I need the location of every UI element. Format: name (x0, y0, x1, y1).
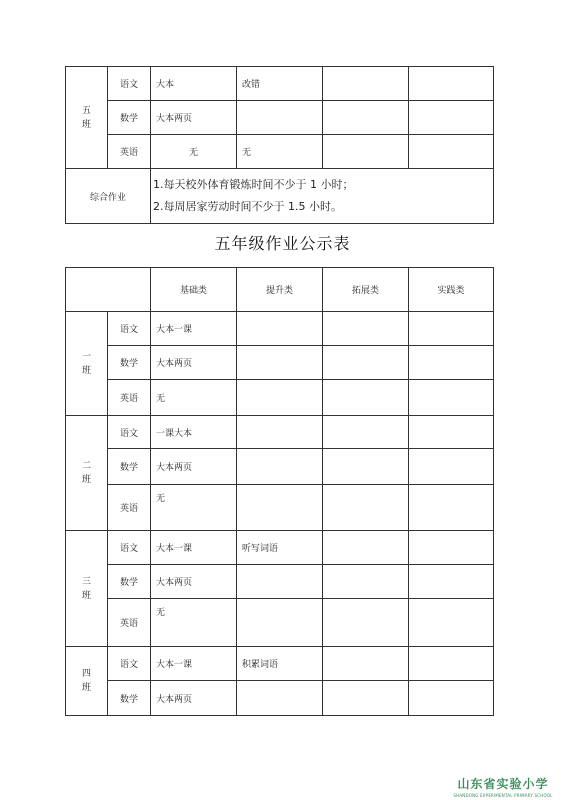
subject-cell: 语文 (108, 416, 151, 449)
subject-cell: 数学 (108, 565, 151, 599)
subject-cell: 语文 (108, 312, 151, 346)
extend-homework-cell (323, 346, 409, 380)
homework-table (65, 267, 494, 716)
basic-homework-cell: 大本一课 (151, 531, 237, 565)
extend-homework-cell (323, 449, 409, 485)
class-label-four: 四 班 (66, 647, 108, 716)
practice-homework-cell (409, 346, 494, 380)
improve-homework-cell (237, 312, 323, 346)
class-label-two: 二 班 (66, 416, 108, 531)
header-blank (66, 268, 151, 312)
subject-cell: 数学 (108, 681, 151, 716)
improve-homework-cell (237, 101, 323, 135)
practice-homework-cell (409, 599, 494, 647)
extend-homework-cell (323, 531, 409, 565)
practice-homework-cell (409, 312, 494, 346)
class-label-one: 一 班 (66, 312, 108, 416)
subject-cell: 语文 (108, 531, 151, 565)
improve-homework-cell (237, 485, 323, 531)
extend-homework-cell (323, 485, 409, 531)
header-improve: 提升类 (237, 268, 323, 312)
improve-homework-cell: 听写词语 (237, 531, 323, 565)
improve-homework-cell (237, 380, 323, 416)
practice-homework-cell (409, 565, 494, 599)
extend-homework-cell (323, 565, 409, 599)
basic-homework-cell: 大本两页 (151, 101, 237, 135)
subject-cell: 数学 (108, 449, 151, 485)
extend-homework-cell (323, 135, 409, 169)
basic-homework-cell: 无 (151, 380, 237, 416)
basic-homework-cell: 无 (151, 485, 237, 531)
practice-homework-cell (409, 681, 494, 716)
subject-cell: 英语 (108, 135, 151, 169)
subject-cell: 数学 (108, 101, 151, 135)
header-basic: 基础类 (151, 268, 237, 312)
basic-homework-cell: 一课大本 (151, 416, 237, 449)
class-label-five: 五 班 (66, 67, 108, 169)
improve-homework-cell (237, 346, 323, 380)
extend-homework-cell (323, 101, 409, 135)
extend-homework-cell (323, 681, 409, 716)
header-extend: 拓展类 (323, 268, 409, 312)
improve-homework-cell: 积累词语 (237, 647, 323, 681)
extend-homework-cell (323, 647, 409, 681)
extend-homework-cell (323, 599, 409, 647)
improve-homework-cell (237, 416, 323, 449)
improve-homework-cell: 改错 (237, 67, 323, 101)
basic-homework-cell: 大本两页 (151, 565, 237, 599)
extend-homework-cell (323, 416, 409, 449)
basic-homework-cell: 大本两页 (151, 449, 237, 485)
comprehensive-line: 1.每天校外体育锻炼时间不少于 1 小时； (153, 178, 354, 191)
practice-homework-cell (409, 380, 494, 416)
practice-homework-cell (409, 449, 494, 485)
practice-homework-cell (409, 67, 494, 101)
subject-cell: 英语 (108, 380, 151, 416)
basic-homework-cell: 大本 (151, 67, 237, 101)
basic-homework-cell: 大本两页 (151, 681, 237, 716)
comprehensive-label: 综合作业 (66, 169, 151, 224)
practice-homework-cell (409, 416, 494, 449)
basic-homework-cell: 大本两页 (151, 346, 237, 380)
improve-homework-cell (237, 565, 323, 599)
school-name-cn: 山东省实验小学 (457, 777, 549, 791)
improve-homework-cell (237, 681, 323, 716)
practice-homework-cell (409, 101, 494, 135)
page-title: 五年级作业公示表 (214, 234, 351, 253)
subject-cell: 英语 (108, 485, 151, 531)
practice-homework-cell (409, 485, 494, 531)
school-logo (453, 775, 553, 798)
practice-homework-cell (409, 531, 494, 565)
improve-homework-cell (237, 449, 323, 485)
class-five-table (65, 66, 494, 224)
extend-homework-cell (323, 312, 409, 346)
basic-homework-cell: 无 (151, 135, 237, 169)
improve-homework-cell: 无 (237, 135, 323, 169)
comprehensive-line: 2.每周居家劳动时间不少于 1.5 小时。 (153, 200, 342, 213)
header-practice: 实践类 (409, 268, 494, 312)
class-label-three: 三 班 (66, 531, 108, 647)
basic-homework-cell: 无 (151, 599, 237, 647)
practice-homework-cell (409, 647, 494, 681)
basic-homework-cell: 大本一课 (151, 312, 237, 346)
extend-homework-cell (323, 67, 409, 101)
improve-homework-cell (237, 599, 323, 647)
subject-cell: 语文 (108, 647, 151, 681)
subject-cell: 英语 (108, 599, 151, 647)
subject-cell: 数学 (108, 346, 151, 380)
comprehensive-content (151, 169, 494, 224)
subject-cell: 语文 (108, 67, 151, 101)
extend-homework-cell (323, 380, 409, 416)
basic-homework-cell: 大本一课 (151, 647, 237, 681)
practice-homework-cell (409, 135, 494, 169)
school-name-en: SHANDONG EXPERIMENTAL PRIMARY SCHOOL (453, 793, 553, 798)
header-row (66, 268, 494, 312)
